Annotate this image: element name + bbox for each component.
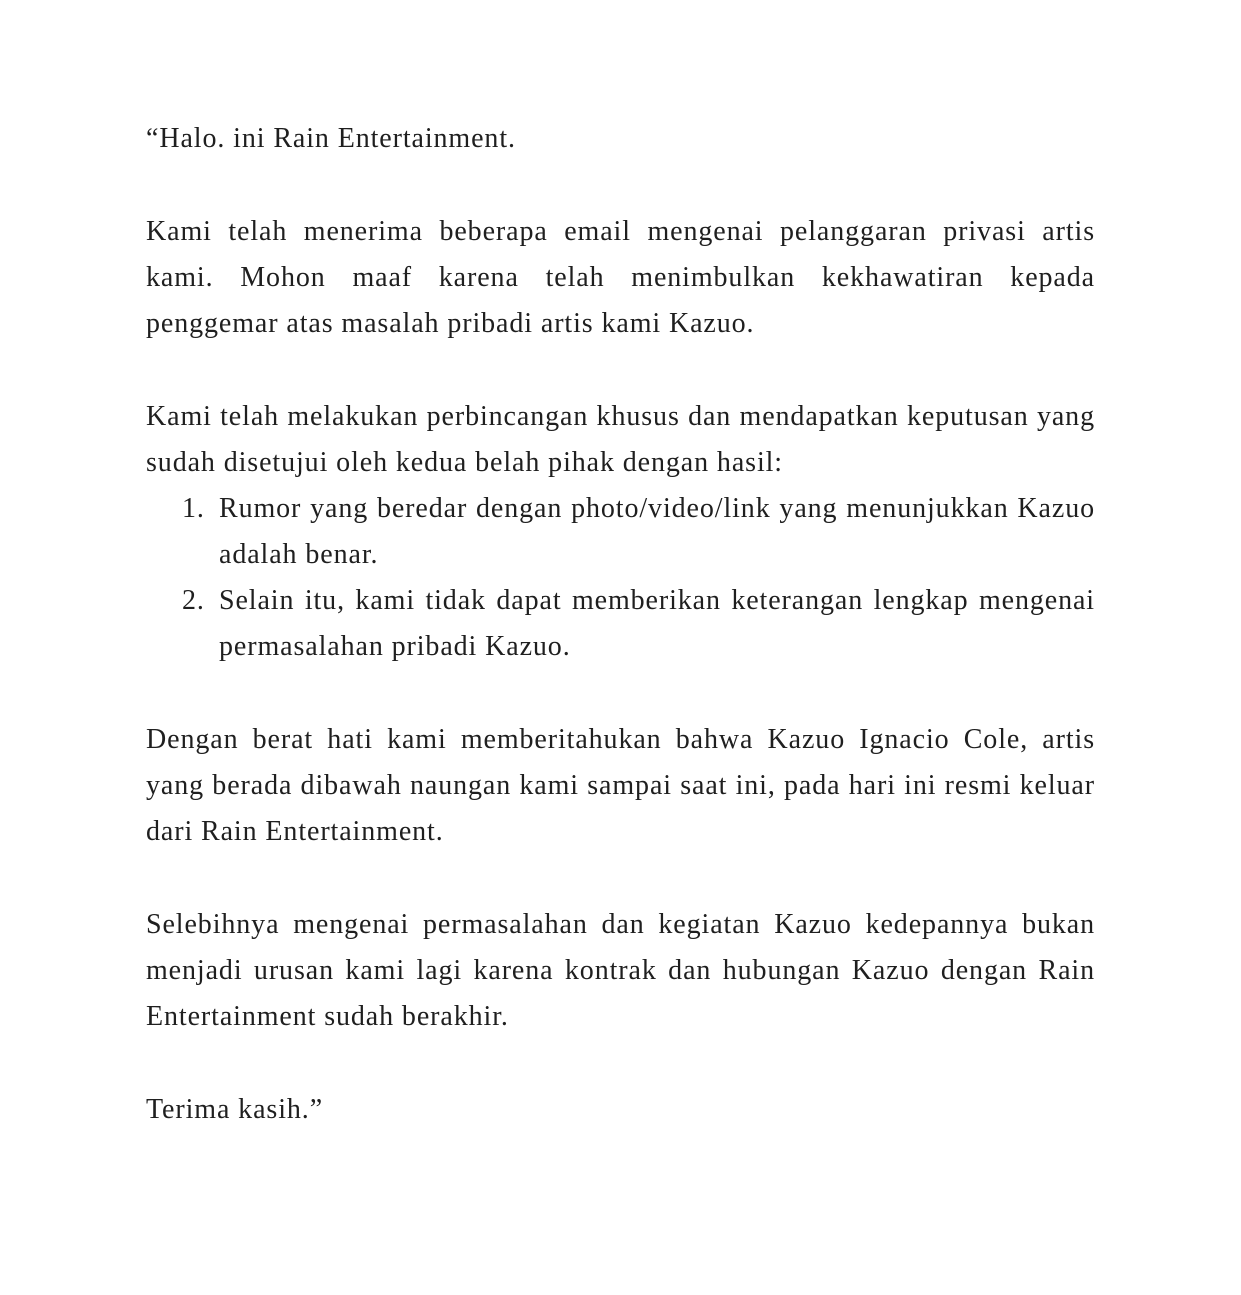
paragraph-spacer	[146, 670, 1095, 717]
list-item-number: 2.	[182, 585, 205, 616]
list-item-number: 1.	[182, 493, 205, 524]
paragraph-spacer	[146, 1040, 1095, 1087]
greeting-line: “Halo. ini Rain Entertainment.	[146, 123, 516, 154]
statement-document	[146, 116, 1095, 1133]
list-item	[146, 486, 1095, 578]
closing-line: Terima kasih.”	[146, 1094, 324, 1125]
paragraph-apology: Kami telah menerima beberapa email mengenai pelanggaran privasi artis kami. Mohon maaf karena telah menimbulkan kekhawatiran kepada penggemar atas masalah pribadi artis kami Kazuo.	[146, 216, 1095, 339]
paragraph-spacer	[146, 347, 1095, 394]
paragraph-spacer	[146, 855, 1095, 902]
list-item-text: Selain itu, kami tidak dapat memberikan keterangan lengkap mengenai permasalahan pribadi Kazuo.	[219, 585, 1095, 662]
paragraph-spacer	[146, 162, 1095, 209]
list-item	[146, 578, 1095, 670]
paragraph-contract-end: Selebihnya mengenai permasalahan dan kegiatan Kazuo kedepannya bukan menjadi urusan kami lagi karena kontrak dan hubungan Kazuo dengan Rain Entertainment sudah berakhir.	[146, 909, 1095, 1032]
paragraph-announcement: Dengan berat hati kami memberitahukan bahwa Kazuo Ignacio Cole, artis yang berada dibawah naungan kami sampai saat ini, pada hari ini resmi keluar dari Rain Entertainment.	[146, 724, 1095, 847]
decision-list	[146, 486, 1095, 670]
paragraph-decision-intro: Kami telah melakukan perbincangan khusus dan mendapatkan keputusan yang sudah disetujui oleh kedua belah pihak dengan hasil:	[146, 401, 1095, 478]
list-item-text: Rumor yang beredar dengan photo/video/link yang menunjukkan Kazuo adalah benar.	[219, 493, 1095, 570]
